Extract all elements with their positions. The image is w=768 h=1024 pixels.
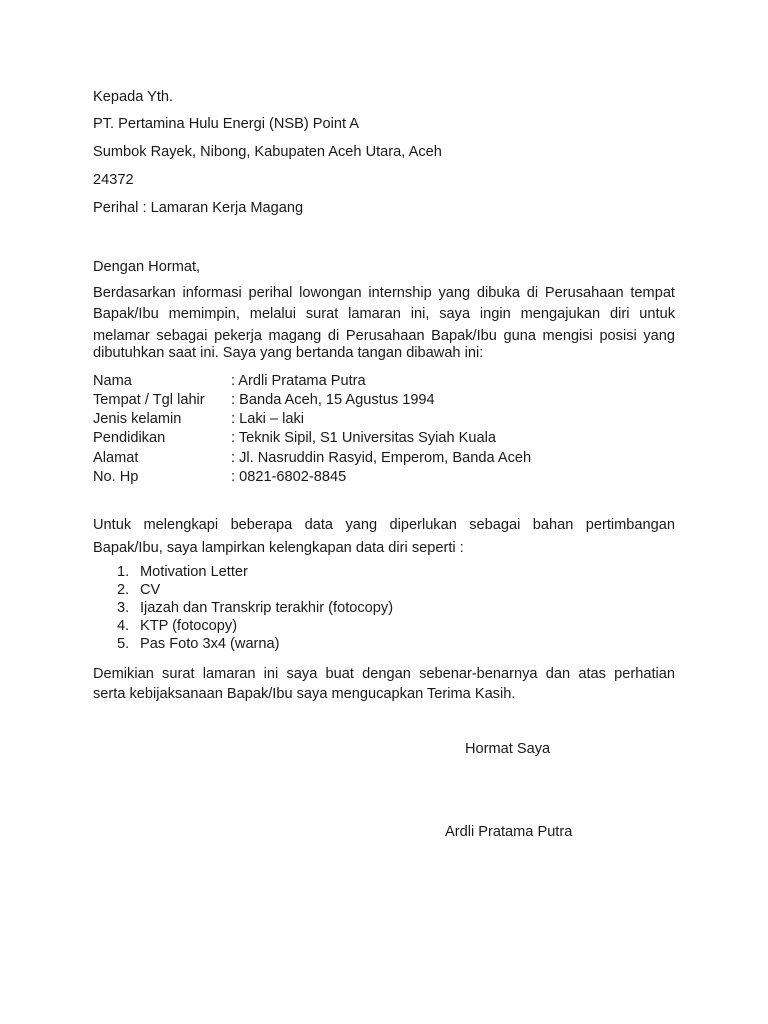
signature-name: Ardli Pratama Putra [445, 824, 573, 840]
detail-label: Pendidikan [93, 430, 166, 446]
detail-label: Tempat / Tgl lahir [93, 392, 205, 408]
closing-line: Demikian surat lamaran ini saya buat dengan sebenar-benarnya dan atas perhatian [93, 666, 675, 682]
list-item: CV [140, 582, 161, 598]
detail-label: Alamat [93, 450, 139, 466]
signoff: Hormat Saya [465, 741, 551, 757]
recipient-line: Kepada Yth. [93, 89, 174, 105]
intro-line: Berdasarkan informasi perihal lowongan internship yang dibuka di Perusahaan tempat [93, 285, 675, 301]
list-number: 5. [117, 636, 130, 652]
list-number: 1. [117, 564, 130, 580]
recipient-company: PT. Pertamina Hulu Energi (NSB) Point A [93, 116, 360, 132]
intro-line: dibutuhkan saat ini. Saya yang bertanda tangan dibawah ini: [93, 345, 484, 361]
subject-line: Perihal : Lamaran Kerja Magang [93, 200, 304, 216]
intro-line: melamar sebagai pekerja magang di Perusahaan Bapak/Ibu guna mengisi posisi yang [93, 328, 675, 344]
detail-label: Nama [93, 373, 132, 389]
detail-value: : 0821-6802-8845 [231, 469, 347, 485]
detail-label: Jenis kelamin [93, 411, 182, 427]
detail-value: : Banda Aceh, 15 Agustus 1994 [231, 392, 435, 408]
recipient-postcode: 24372 [93, 172, 134, 188]
attach-intro-line: Bapak/Ibu, saya lampirkan kelengkapan data diri seperti : [93, 540, 464, 556]
detail-label: No. Hp [93, 469, 139, 485]
recipient-address: Sumbok Rayek, Nibong, Kabupaten Aceh Utara, Aceh [93, 144, 442, 160]
list-number: 2. [117, 582, 130, 598]
list-item: Pas Foto 3x4 (warna) [140, 636, 280, 652]
list-item: Ijazah dan Transkrip terakhir (fotocopy) [140, 600, 394, 616]
greeting: Dengan Hormat, [93, 259, 201, 275]
detail-value: : Jl. Nasruddin Rasyid, Emperom, Banda Aceh [231, 450, 532, 466]
list-item: KTP (fotocopy) [140, 618, 238, 634]
detail-value: : Laki – laki [231, 411, 305, 427]
list-item: Motivation Letter [140, 564, 248, 580]
list-number: 4. [117, 618, 130, 634]
intro-line: Bapak/Ibu memimpin, melalui surat lamaran ini, saya ingin mengajukan diri untuk [93, 306, 675, 322]
detail-value: : Teknik Sipil, S1 Universitas Syiah Kuala [231, 430, 496, 446]
attach-intro-line: Untuk melengkapi beberapa data yang diperlukan sebagai bahan pertimbangan [93, 517, 675, 533]
detail-value: : Ardli Pratama Putra [231, 373, 366, 389]
closing-line: serta kebijaksanaan Bapak/Ibu saya mengucapkan Terima Kasih. [93, 686, 516, 702]
list-number: 3. [117, 600, 130, 616]
